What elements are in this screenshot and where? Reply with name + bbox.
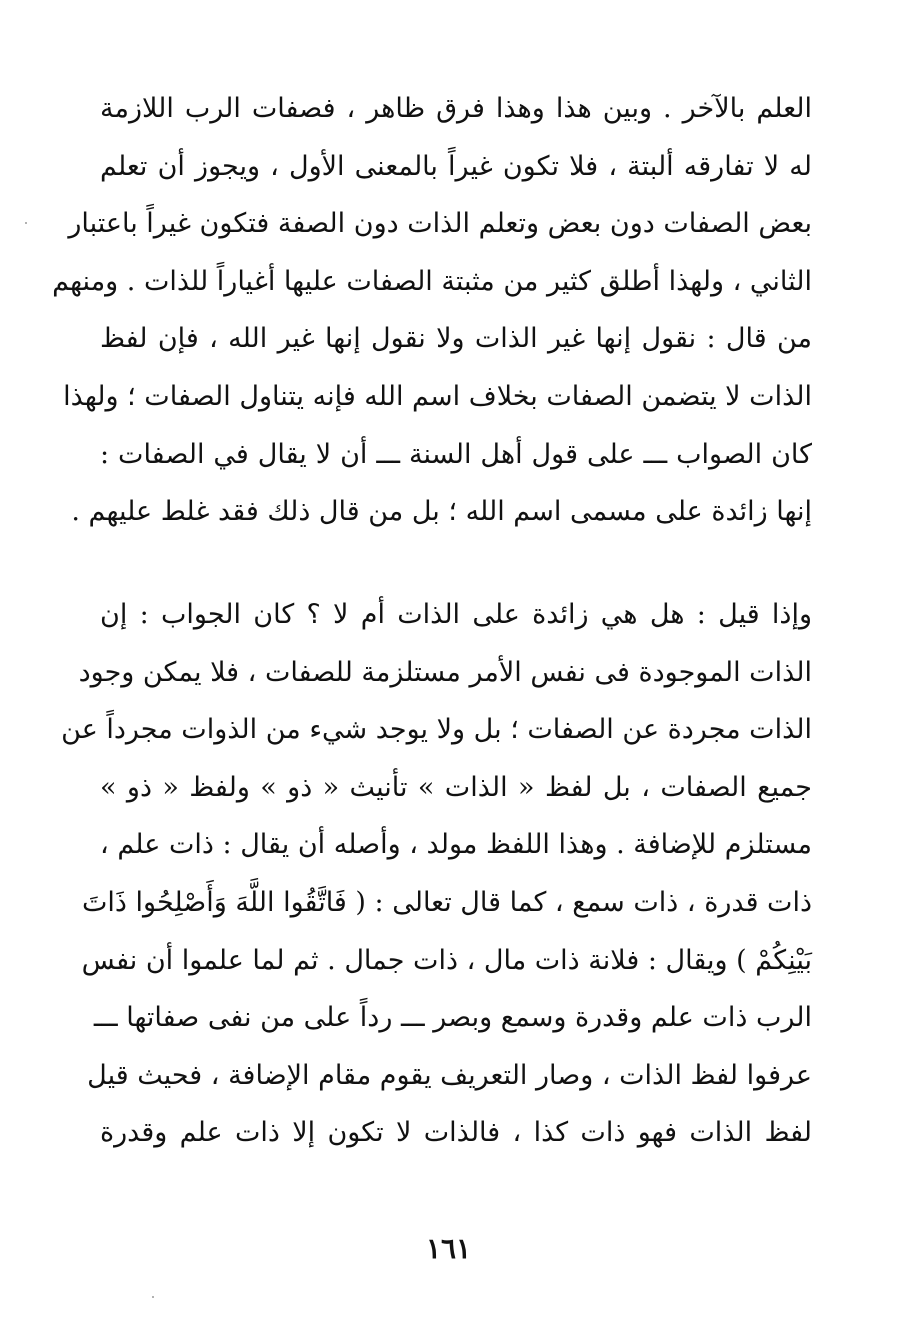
text-line: وإذا قيل : هل هي زائدة على الذات أم لا ؟ كان الجواب : إن — [100, 599, 812, 630]
scan-speck — [152, 1296, 154, 1298]
text-line: جميع الصفات ، بل لفظ « الذات » تأنيث « ذو » ولفظ « ذو » — [100, 771, 812, 803]
text-line: مستلزم للإضافة . وهذا اللفظ مولد ، وأصله أن يقال : ذات علم ، — [100, 829, 812, 861]
text-line: لفظ الذات فهو ذات كذا ، فالذات لا تكون إلا ذات علم وقدرة — [100, 1117, 812, 1149]
text-line: له لا تفارقه ألبتة ، فلا تكون غيراً بالمعنى الأول ، ويجوز أن تعلم — [100, 150, 812, 182]
text-line: إنها زائدة على مسمى اسم الله ؛ بل من قال ذلك فقد غلط عليهم . — [71, 496, 812, 528]
quran-verse-line: بَيْنِكُمْ ) ويقال : فلانة ذات مال ، ذات جمال . ثم لما علموا أن نفس — [81, 944, 812, 976]
text-line: بعض الصفات دون بعض وتعلم الذات دون الصفة فتكون غيراً باعتبار — [68, 208, 812, 240]
text-line: عرفوا لفظ الذات ، وصار التعريف يقوم مقام الإضافة ، فحيث قيل — [87, 1059, 812, 1091]
paragraph-1 — [52, 80, 812, 541]
page-number: ١٦١ — [425, 1232, 472, 1265]
text-line: الذات الموجودة فى نفس الأمر مستلزمة للصفات ، فلا يمكن وجود — [78, 656, 812, 688]
text-line: العلم بالآخر . وبين هذا وهذا فرق ظاهر ، فصفات الرب اللازمة — [100, 93, 812, 124]
paragraph-2 — [61, 586, 812, 1162]
text-line: الرب ذات علم وقدرة وسمع وبصر ـــ رداً على من نفى صفاتها ـــ — [93, 1002, 812, 1034]
text-line: الذات مجردة عن الصفات ؛ بل ولا يوجد شيء من الذوات مجرداً عن — [61, 714, 812, 746]
text-line: الذات لا يتضمن الصفات بخلاف اسم الله فإنه يتناول الصفات ؛ ولهذا — [63, 380, 812, 412]
text-line: من قال : نقول إنها غير الذات ولا نقول إنها غير الله ، فإن لفظ — [100, 323, 812, 355]
quran-verse-line: ذات قدرة ، ذات سمع ، كما قال تعالى : ( فَاتَّقُوا اللَّهَ وَأَصْلِحُوا ذَاتَ — [81, 886, 812, 918]
text-line: كان الصواب ـــ على قول أهل السنة ـــ أن لا يقال في الصفات : — [100, 438, 812, 470]
text-line: الثاني ، ولهذا أطلق كثير من مثبتة الصفات عليها أغياراً للذات . ومنهم — [52, 265, 812, 297]
scan-speck — [25, 222, 27, 224]
